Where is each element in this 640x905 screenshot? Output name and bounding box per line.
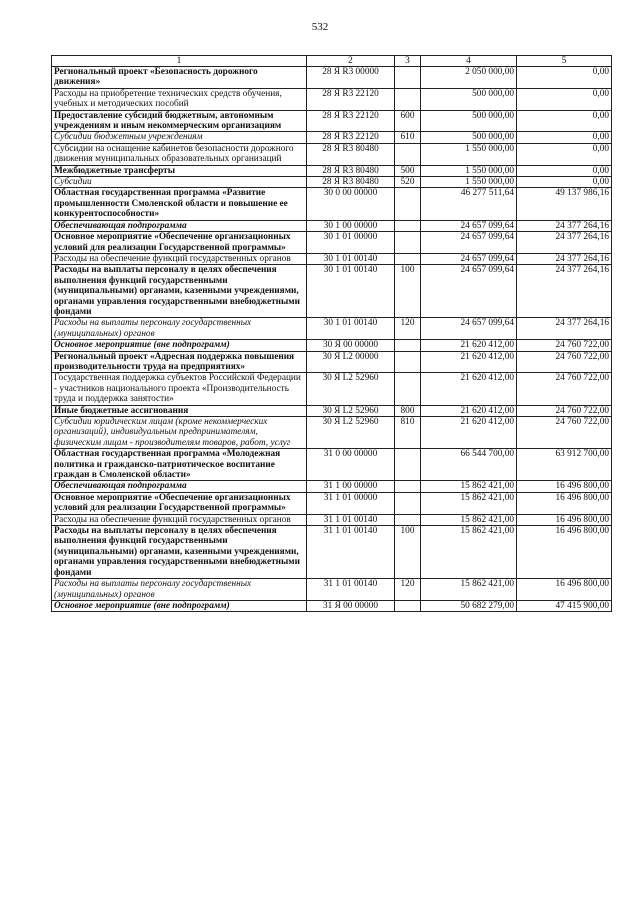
row-expense-type-cell bbox=[395, 600, 421, 611]
budget-table bbox=[51, 55, 612, 612]
table-row bbox=[52, 514, 612, 525]
table-row bbox=[52, 481, 612, 492]
row-amount-year1-cell: 500 000,00 bbox=[421, 88, 517, 110]
row-amount-year2-cell: 0,00 bbox=[517, 143, 612, 165]
row-code-cell: 31 Я 00 00000 bbox=[307, 600, 395, 611]
row-code-cell: 28 Я R3 22120 bbox=[307, 132, 395, 143]
header-col-1: 1 bbox=[52, 56, 307, 67]
row-amount-year1-cell: 1 550 000,00 bbox=[421, 177, 517, 188]
row-amount-year1-cell: 15 862 421,00 bbox=[421, 492, 517, 514]
row-amount-year1-cell: 50 682 279,00 bbox=[421, 600, 517, 611]
row-amount-year2-cell: 24 760 722,00 bbox=[517, 405, 612, 416]
row-name-cell: Обеспечивающая подпрограмма bbox=[52, 220, 307, 231]
row-amount-year2-cell: 24 377 264,16 bbox=[517, 318, 612, 340]
row-name-cell: Субсидии юридическим лицам (кроме некоммерческих организаций), индивидуальным предпринимателям, физическим лицам - производителям товаров, работ, услуг bbox=[52, 417, 307, 449]
row-name-cell: Субсидии бюджетным учреждениям bbox=[52, 132, 307, 143]
row-amount-year2-cell: 24 377 264,16 bbox=[517, 253, 612, 264]
row-amount-year2-cell: 24 377 264,16 bbox=[517, 232, 612, 254]
table-row bbox=[52, 579, 612, 601]
table-row bbox=[52, 265, 612, 318]
row-code-cell: 28 Я R3 00000 bbox=[307, 67, 395, 89]
row-code-cell: 30 0 00 00000 bbox=[307, 188, 395, 220]
row-expense-type-cell: 800 bbox=[395, 405, 421, 416]
row-amount-year1-cell: 21 620 412,00 bbox=[421, 340, 517, 351]
row-expense-type-cell bbox=[395, 351, 421, 373]
row-code-cell: 28 Я R3 80480 bbox=[307, 165, 395, 176]
row-amount-year1-cell: 24 657 099,64 bbox=[421, 232, 517, 254]
table-row bbox=[52, 110, 612, 132]
row-code-cell: 30 Я L2 52960 bbox=[307, 417, 395, 449]
row-amount-year1-cell: 15 862 421,00 bbox=[421, 481, 517, 492]
row-name-cell: Государственная поддержка субъектов Российской Федерации - участников национального проекта «Производительность труда и поддержка занятости» bbox=[52, 373, 307, 405]
row-name-cell: Расходы на выплаты персоналу в целях обеспечения выполнения функций государственными (муниципальными) органами, казенными учреждениями, органами управления государственными внебюджетными фондами bbox=[52, 526, 307, 579]
row-name-cell: Расходы на обеспечение функций государственных органов bbox=[52, 514, 307, 525]
row-amount-year2-cell: 24 377 264,16 bbox=[517, 265, 612, 318]
row-amount-year1-cell: 1 550 000,00 bbox=[421, 165, 517, 176]
row-name-cell: Областная государственная программа «Молодежная политика и гражданско-патриотическое воспитание граждан в Смоленской области» bbox=[52, 449, 307, 481]
row-amount-year2-cell: 63 912 700,00 bbox=[517, 449, 612, 481]
row-name-cell: Региональный проект «Безопасность дорожного движения» bbox=[52, 67, 307, 89]
row-name-cell: Расходы на выплаты персоналу государственных (муниципальных) органов bbox=[52, 579, 307, 601]
row-name-cell: Субсидии на оснащение кабинетов безопасности дорожного движения муниципальных образовательных организаций bbox=[52, 143, 307, 165]
row-expense-type-cell bbox=[395, 67, 421, 89]
row-amount-year2-cell: 16 496 800,00 bbox=[517, 514, 612, 525]
row-amount-year2-cell: 47 415 900,00 bbox=[517, 600, 612, 611]
row-name-cell: Основное мероприятие «Обеспечение организационных условий для реализации Государственной программы» bbox=[52, 492, 307, 514]
table-row bbox=[52, 405, 612, 416]
row-amount-year1-cell: 21 620 412,00 bbox=[421, 417, 517, 449]
row-amount-year1-cell: 1 550 000,00 bbox=[421, 143, 517, 165]
table-row bbox=[52, 492, 612, 514]
row-expense-type-cell bbox=[395, 340, 421, 351]
row-amount-year1-cell: 15 862 421,00 bbox=[421, 514, 517, 525]
row-expense-type-cell: 100 bbox=[395, 265, 421, 318]
row-code-cell: 31 0 00 00000 bbox=[307, 449, 395, 481]
row-code-cell: 30 Я L2 52960 bbox=[307, 405, 395, 416]
row-expense-type-cell bbox=[395, 514, 421, 525]
table-row bbox=[52, 253, 612, 264]
row-name-cell: Расходы на выплаты персоналу государственных (муниципальных) органов bbox=[52, 318, 307, 340]
row-amount-year2-cell: 16 496 800,00 bbox=[517, 481, 612, 492]
row-amount-year2-cell: 24 760 722,00 bbox=[517, 351, 612, 373]
row-name-cell: Иные бюджетные ассигнования bbox=[52, 405, 307, 416]
row-amount-year1-cell: 46 277 511,64 bbox=[421, 188, 517, 220]
row-code-cell: 30 1 00 00000 bbox=[307, 220, 395, 231]
table-row bbox=[52, 220, 612, 231]
row-amount-year2-cell: 0,00 bbox=[517, 165, 612, 176]
row-expense-type-cell: 610 bbox=[395, 132, 421, 143]
table-row bbox=[52, 351, 612, 373]
header-col-4: 4 bbox=[421, 56, 517, 67]
row-code-cell: 28 Я R3 80480 bbox=[307, 177, 395, 188]
row-code-cell: 31 1 00 00000 bbox=[307, 481, 395, 492]
row-code-cell: 28 Я R3 80480 bbox=[307, 143, 395, 165]
row-expense-type-cell bbox=[395, 449, 421, 481]
row-amount-year2-cell: 49 137 986,16 bbox=[517, 188, 612, 220]
header-col-3: 3 bbox=[395, 56, 421, 67]
row-amount-year1-cell: 21 620 412,00 bbox=[421, 373, 517, 405]
row-expense-type-cell bbox=[395, 143, 421, 165]
row-name-cell: Региональный проект «Адресная поддержка повышения производительности труда на предприятиях» bbox=[52, 351, 307, 373]
row-expense-type-cell: 520 bbox=[395, 177, 421, 188]
table-row bbox=[52, 132, 612, 143]
row-amount-year1-cell: 24 657 099,64 bbox=[421, 318, 517, 340]
row-name-cell: Основное мероприятие (вне подпрограмм) bbox=[52, 600, 307, 611]
row-amount-year1-cell: 24 657 099,64 bbox=[421, 253, 517, 264]
row-amount-year1-cell: 21 620 412,00 bbox=[421, 351, 517, 373]
row-expense-type-cell bbox=[395, 188, 421, 220]
row-amount-year2-cell: 24 760 722,00 bbox=[517, 373, 612, 405]
table-row bbox=[52, 67, 612, 89]
row-name-cell: Расходы на обеспечение функций государственных органов bbox=[52, 253, 307, 264]
row-expense-type-cell bbox=[395, 253, 421, 264]
table-row bbox=[52, 600, 612, 611]
header-col-5: 5 bbox=[517, 56, 612, 67]
row-code-cell: 30 1 01 00000 bbox=[307, 232, 395, 254]
row-name-cell: Расходы на приобретение технических средств обучения, учебных и методических пособий bbox=[52, 88, 307, 110]
header-col-2: 2 bbox=[307, 56, 395, 67]
row-name-cell: Межбюджетные трансферты bbox=[52, 165, 307, 176]
row-amount-year1-cell: 66 544 700,00 bbox=[421, 449, 517, 481]
header-row bbox=[52, 56, 612, 67]
row-code-cell: 30 Я L2 00000 bbox=[307, 351, 395, 373]
row-expense-type-cell: 120 bbox=[395, 318, 421, 340]
row-name-cell: Субсидии bbox=[52, 177, 307, 188]
table-row bbox=[52, 88, 612, 110]
row-amount-year2-cell: 0,00 bbox=[517, 110, 612, 132]
row-expense-type-cell: 600 bbox=[395, 110, 421, 132]
row-amount-year2-cell: 0,00 bbox=[517, 177, 612, 188]
table-body bbox=[52, 67, 612, 612]
table-row bbox=[52, 449, 612, 481]
row-expense-type-cell bbox=[395, 481, 421, 492]
row-expense-type-cell bbox=[395, 232, 421, 254]
row-amount-year1-cell: 15 862 421,00 bbox=[421, 526, 517, 579]
row-amount-year1-cell: 21 620 412,00 bbox=[421, 405, 517, 416]
row-amount-year2-cell: 16 496 800,00 bbox=[517, 492, 612, 514]
row-name-cell: Основное мероприятие (вне подпрограмм) bbox=[52, 340, 307, 351]
row-name-cell: Областная государственная программа «Развитие промышленности Смоленской области и повышение ее конкурентоспособности» bbox=[52, 188, 307, 220]
row-code-cell: 28 Я R3 22120 bbox=[307, 110, 395, 132]
row-amount-year2-cell: 16 496 800,00 bbox=[517, 579, 612, 601]
row-amount-year1-cell: 2 050 000,00 bbox=[421, 67, 517, 89]
row-amount-year1-cell: 24 657 099,64 bbox=[421, 220, 517, 231]
row-name-cell: Расходы на выплаты персоналу в целях обеспечения выполнения функций государственными (муниципальными) органами, казенными учреждениями, органами управления государственными внебюджетными фондами bbox=[52, 265, 307, 318]
table-row bbox=[52, 526, 612, 579]
row-amount-year1-cell: 500 000,00 bbox=[421, 110, 517, 132]
table-row bbox=[52, 188, 612, 220]
table-row bbox=[52, 232, 612, 254]
row-amount-year2-cell: 24 377 264,16 bbox=[517, 220, 612, 231]
row-amount-year1-cell: 24 657 099,64 bbox=[421, 265, 517, 318]
row-code-cell: 30 Я 00 00000 bbox=[307, 340, 395, 351]
row-code-cell: 31 1 01 00140 bbox=[307, 514, 395, 525]
row-expense-type-cell bbox=[395, 373, 421, 405]
page-number: 532 bbox=[311, 21, 329, 33]
row-expense-type-cell: 810 bbox=[395, 417, 421, 449]
row-code-cell: 30 1 01 00140 bbox=[307, 318, 395, 340]
row-name-cell: Основное мероприятие «Обеспечение организационных условий для реализации Государственной программы» bbox=[52, 232, 307, 254]
row-expense-type-cell bbox=[395, 88, 421, 110]
row-amount-year2-cell: 0,00 bbox=[517, 88, 612, 110]
row-expense-type-cell bbox=[395, 220, 421, 231]
table-row bbox=[52, 165, 612, 176]
row-code-cell: 30 1 01 00140 bbox=[307, 265, 395, 318]
table-row bbox=[52, 340, 612, 351]
row-code-cell: 31 1 01 00140 bbox=[307, 526, 395, 579]
row-expense-type-cell: 500 bbox=[395, 165, 421, 176]
row-amount-year2-cell: 24 760 722,00 bbox=[517, 417, 612, 449]
row-expense-type-cell bbox=[395, 492, 421, 514]
table-row bbox=[52, 143, 612, 165]
row-amount-year2-cell: 16 496 800,00 bbox=[517, 526, 612, 579]
row-amount-year2-cell: 0,00 bbox=[517, 67, 612, 89]
row-code-cell: 30 1 01 00140 bbox=[307, 253, 395, 264]
row-amount-year2-cell: 24 760 722,00 bbox=[517, 340, 612, 351]
row-code-cell: 31 1 01 00000 bbox=[307, 492, 395, 514]
table-row bbox=[52, 417, 612, 449]
row-amount-year1-cell: 15 862 421,00 bbox=[421, 579, 517, 601]
row-code-cell: 28 Я R3 22120 bbox=[307, 88, 395, 110]
row-expense-type-cell: 100 bbox=[395, 526, 421, 579]
row-amount-year2-cell: 0,00 bbox=[517, 132, 612, 143]
row-amount-year1-cell: 500 000,00 bbox=[421, 132, 517, 143]
row-code-cell: 31 1 01 00140 bbox=[307, 579, 395, 601]
table-row bbox=[52, 373, 612, 405]
table-row bbox=[52, 318, 612, 340]
row-name-cell: Предоставление субсидий бюджетным, автономным учреждениям и иным некоммерческим организациям bbox=[52, 110, 307, 132]
table-row bbox=[52, 177, 612, 188]
row-code-cell: 30 Я L2 52960 bbox=[307, 373, 395, 405]
row-name-cell: Обеспечивающая подпрограмма bbox=[52, 481, 307, 492]
row-expense-type-cell: 120 bbox=[395, 579, 421, 601]
